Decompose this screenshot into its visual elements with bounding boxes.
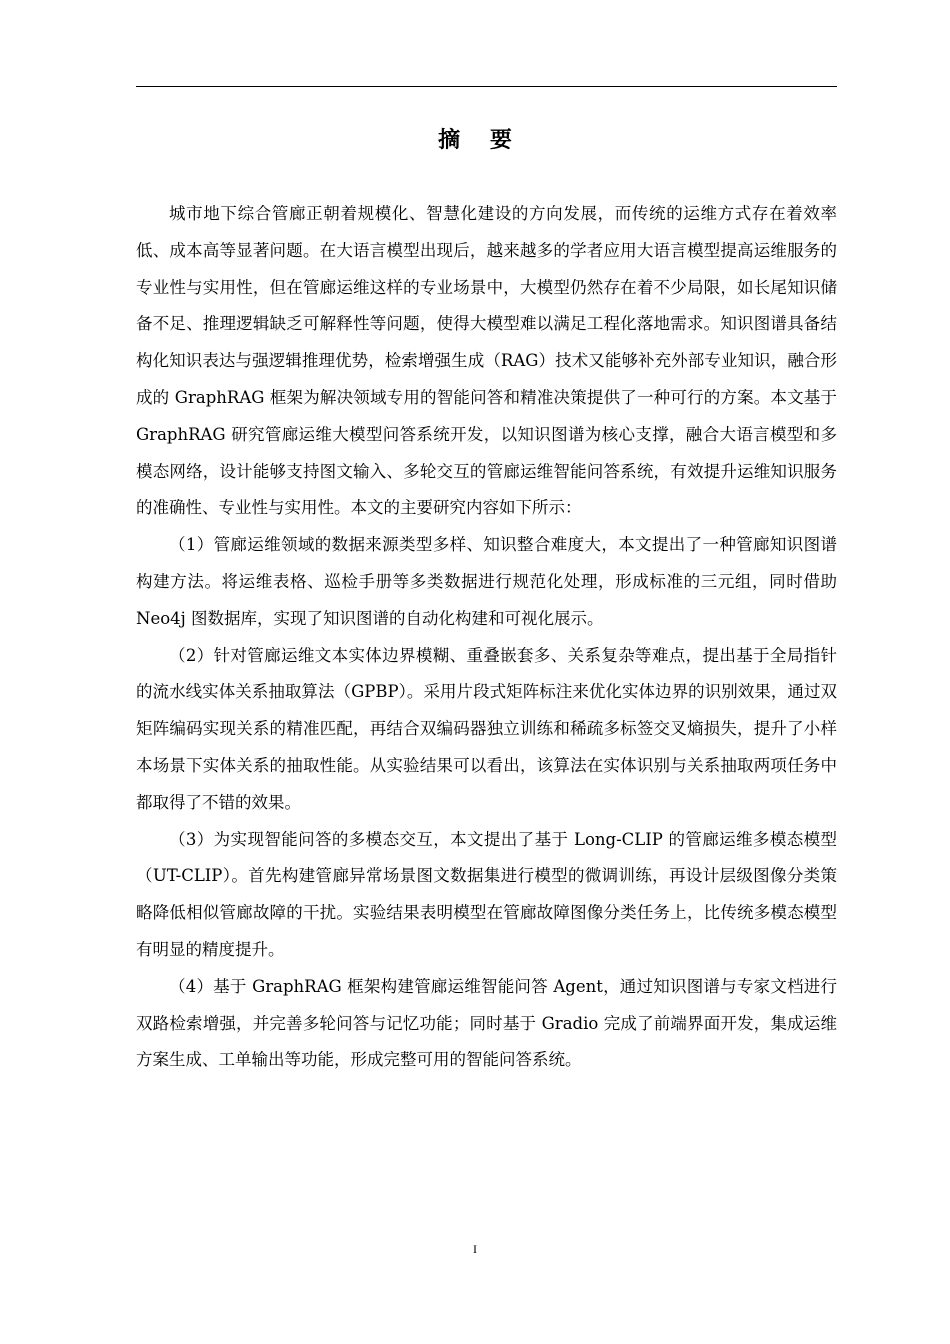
abstract-paragraph-3: （3）为实现智能问答的多模态交互，本文提出了基于 Long-CLIP 的管廊运维多模态模型（UT-CLIP）。首先构建管廊异常场景图文数据集进行模型的微调训练，再设计层级图像分类策略降低相似管廊故障的干扰。实验结果表明模型在管廊故障图像分类任务上，比传统多模态模型有明显的精度提升。 — [136, 829, 837, 959]
abstract-paragraph-1: （1）管廊运维领域的数据来源类型多样、知识整合难度大，本文提出了一种管廊知识图谱构建方法。将运维表格、巡检手册等多类数据进行规范化处理，形成标准的三元组，同时借助 Neo4j 图数据库，实现了知识图谱的自动化构建和可视化展示。 — [136, 535, 837, 628]
abstract-paragraph-intro: 城市地下综合管廊正朝着规模化、智慧化建设的方向发展，而传统的运维方式存在着效率低、成本高等显著问题。在大语言模型出现后，越来越多的学者应用大语言模型提高运维服务的专业性与实用性，但在管廊运维这样的专业场景中，大模型仍然存在着不少局限，如长尾知识储备不足、推理逻辑缺乏可解释性等问题，使得大模型难以满足工程化落地需求。知识图谱具备结构化知识表达与强逻辑推理优势，检索增强生成（RAG）技术又能够补充外部专业知识，融合形成的 GraphRAG 框架为解决领域专用的智能问答和精准决策提供了一种可行的方案。本文基于 GraphRAG 研究管廊运维大模型问答系统开发，以知识图谱为核心支撑，融合大语言模型和多模态网络，设计能够支持图文输入、多轮交互的管廊运维智能问答系统，有效提升运维知识服务的准确性、专业性与实用性。本文的主要研究内容如下所示： — [136, 204, 837, 518]
abstract-body — [136, 196, 837, 1079]
abstract-paragraph-2: （2）针对管廊运维文本实体边界模糊、重叠嵌套多、关系复杂等难点，提出基于全局指针的流水线实体关系抽取算法（GPBP）。采用片段式矩阵标注来优化实体边界的识别效果，通过双矩阵编码实现关系的精准匹配，再结合双编码器独立训练和稀疏多标签交叉熵损失，提升了小样本场景下实体关系的抽取性能。从实验结果可以看出，该算法在实体识别与关系抽取两项任务中都取得了不错的效果。 — [136, 645, 837, 812]
page-number: I — [473, 1242, 477, 1256]
header-rule — [136, 86, 837, 87]
page-title: 摘 要 — [438, 127, 523, 153]
abstract-paragraph-4: （4）基于 GraphRAG 框架构建管廊运维智能问答 Agent，通过知识图谱与专家文档进行双路检索增强，并完善多轮问答与记忆功能；同时基于 Gradio 完成了前端界面开发，集成运维方案生成、工单输出等功能，形成完整可用的智能问答系统。 — [136, 976, 837, 1070]
